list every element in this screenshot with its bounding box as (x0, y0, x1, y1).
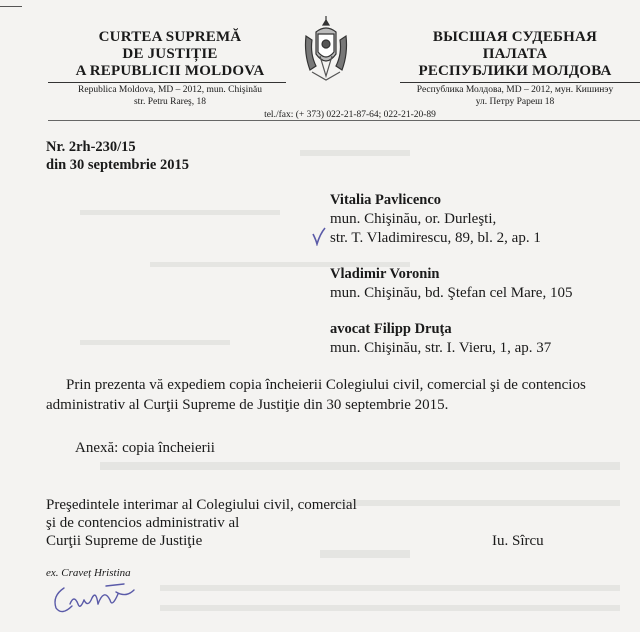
header-left-address (40, 84, 300, 108)
court-name-ro-line2: DE JUSTIȚIE (122, 46, 218, 62)
corner-mark (0, 6, 22, 7)
court-name-ro-line3: A REPUBLICII MOLDOVA (75, 63, 265, 79)
header-rule-bottom (48, 120, 640, 121)
court-name-ro-line1: CURTEA SUPREMĂ (98, 29, 242, 45)
checkmark-icon (311, 226, 327, 246)
recipient-1-address-line2: str. T. Vladimirescu, 89, bl. 2, ap. 1 (330, 230, 541, 246)
body-line2: administrativ al Curţii Supreme de Justiţie din 30 septembrie 2015. (46, 397, 449, 413)
executor: ex. Craveț Hristina (46, 567, 131, 579)
recipient-2-name: Vladimir Voronin (330, 266, 440, 282)
recipient-3-address-line1: mun. Chişinău, str. I. Vieru, 1, ap. 37 (330, 340, 552, 356)
coat-of-arms-icon (302, 14, 350, 84)
signatory-name: Iu. Sîrcu (492, 533, 544, 549)
phone-fax: tel./fax: (+ 373) 022-21-87-64; 022-21-20-89 (264, 110, 436, 120)
body-line1: Prin prezenta vă expediem copia încheierii Colegiului civil, comercial şi de contencios (66, 377, 586, 393)
signatory-line3: Curţii Supreme de Justiţie (46, 533, 203, 549)
court-name-ru-line3: РЕСПУБЛИКИ МОЛДОВА (418, 63, 612, 79)
recipient-1-name: Vitalia Pavlicenco (330, 192, 442, 208)
recipient-1-address-line1: mun. Chişinău, or. Durleşti, (330, 211, 497, 227)
annex: Anexă: copia încheierii (75, 440, 215, 456)
header-left (40, 29, 300, 80)
court-name-ru-line2: ПАЛАТА (482, 46, 548, 62)
reference-date: din 30 septembrie 2015 (46, 157, 189, 173)
reference-number: Nr. 2rh-230/15 (46, 139, 136, 155)
address-ru-line2: ул. Петру Рареш 18 (475, 97, 555, 107)
court-name-ru-line1: ВЫСШАЯ СУДЕБНАЯ (432, 29, 598, 45)
signatory-line2: şi de contencios administrativ al (46, 515, 240, 531)
header-right-address (390, 84, 640, 108)
signature-icon (50, 580, 140, 620)
recipient-2-address-line1: mun. Chişinău, bd. Ştefan cel Mare, 105 (330, 285, 573, 301)
recipient-3-name: avocat Filipp Druţa (330, 321, 452, 337)
header-right (390, 29, 640, 80)
address-ro-line1: Republica Moldova, MD – 2012, mun. Chişinău (78, 85, 262, 95)
header-rule-right (400, 82, 640, 83)
signatory-line1: Preşedintele interimar al Colegiului civil, comercial (46, 497, 357, 513)
header-rule-left (48, 82, 286, 83)
address-ru-line1: Республика Молдова, MD – 2012, мун. Кишинэу (416, 85, 614, 95)
address-ro-line2: str. Petru Rareş, 18 (133, 97, 207, 107)
